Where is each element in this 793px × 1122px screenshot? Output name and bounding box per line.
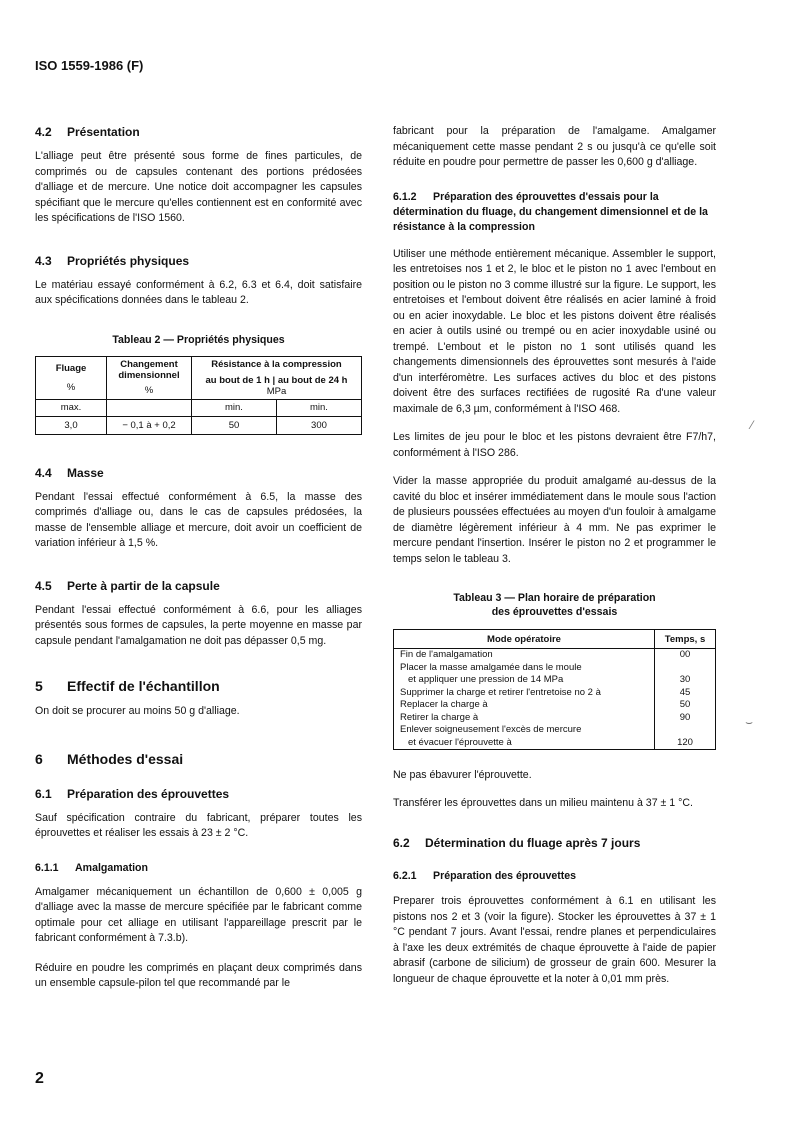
paragraph: Réduire en poudre les comprimés en plaçant deux comprimés dans un ensemble capsule-pilon tel que recommandé par le	[35, 961, 362, 989]
margin-mark: ⌣	[745, 715, 753, 729]
paragraph: Utiliser une méthode entièrement mécanique. Assembler le support, les entretoises nos 1 et 2, le bloc et le piston no 1 avec l'embout en position ou le piston no 3 comme illustré sur la figure. Le support, les entretoises et l'embout doivent être réalisés en acier laminé à froid ou en acier inoxydable. Le bloc et les pistons doivent être réalisés en acier à outils usiné ou trempé ou en acier inoxydable usiné ou trempé. L'embout et le piston no 1 sont utilisés quand les changements dimensionnels des éprouvettes sont mesurés à l'aide d'un interféromètre. Les surfaces actives du bloc et des pistons doivent être des surfaces rectifiées de rugosité Ra d'une valeur maximale de 6,3 µm, conformément à l'ISO 468.	[393, 247, 716, 415]
section-heading: 4.4 Masse	[35, 465, 104, 480]
paragraph: Amalgamer mécaniquement un échantillon de 0,600 ± 0,005 g d'alliage avec la masse de mercure spécifiée par le fabricant comme optimale pour cet alliage en utilisant l'appareillage prescrit par le fabricant conformément à 7.3.b).	[35, 885, 362, 944]
paragraph: Les limites de jeu pour le bloc et les pistons devraient être F7/h7, conformément à l'ISO 286.	[393, 431, 716, 459]
section-heading: 6.1 Préparation des éprouvettes	[35, 786, 230, 801]
table-preparation-schedule: Mode opératoire Temps, s Fin de l'amalgamation 00 Placer la masse amalgamée dans le moule et appliquer une pression de 14 MPa 30 Supprimer la charge et retirer l'entretoise no 2 à 45 Replacer la charge à 50 Retirer la charge à 90 Enlever soigneusement l'excès de mercure et évacuer l'éprouvette à 120	[393, 629, 716, 750]
left-column	[35, 124, 362, 992]
subsection-heading: 6.2.1 Préparation des éprouvettes	[393, 870, 577, 882]
document-header: ISO 1559-1986 (F)	[35, 58, 144, 73]
section-heading: 6.2 Détermination du fluage après 7 jours	[393, 836, 641, 850]
section-heading: 4.3 Propriétés physiques	[35, 253, 190, 268]
table-physical-properties: Fluage % Changement dimensionnel % Résistance à la compression au bout de 1 h | au bout de 24 h MPa max. min. min. 3,0 − 0,1 à + 0,2 50 300	[35, 356, 362, 435]
chapter-heading: 5 Effectif de l'échantillon	[35, 678, 220, 694]
paragraph: Pendant l'essai effectué conformément à 6.5, la masse des comprimés d'alliage ou, dans le cas de capsules prédosées, la masse de l'ensemble alliage et mercure, doit avoir un coefficient de variation inférieur à 1,5 %.	[35, 490, 362, 549]
chapter-heading: 6 Méthodes d'essai	[35, 750, 184, 767]
paragraph: Preparer trois éprouvettes conformément à 6.1 en utilisant les pistons nos 2 et 3 (voir la figure). Stocker les éprouvettes à 37 ± 1 °C pendant 7 jours. Avant l'essai, rendre planes et perpendiculaires à l'axe les deux extrémités de chaque éprouvette à l'aide de papier abrasif (carbone de silicium) de grosseur de grain 600. Mesurer la longueur de chaque éprouvette et la noter à 0,01 mm près.	[393, 895, 716, 985]
paragraph: L'alliage peut être présenté sous forme de fines particules, de comprimés ou de capsules contenant des portions prédosées d'alliage et de mercure. Une notice doit accompagner les capsules spécifiant que le mercure qu'elles contiennent est en conformité avec les spécifications de l'ISO 1560.	[35, 150, 362, 224]
paragraph: On doit se procurer au moins 50 g d'alliage.	[35, 705, 240, 717]
table-title: Tableau 3 — Plan horaire de préparation des éprouvettes d'essais	[453, 592, 656, 618]
paragraph: Vider la masse appropriée du produit amalgamé au-dessus de la cavité du bloc et insérer immédiatement dans le moule sous l'action de plusieurs poussées effectuées au moyen d'un fouloir à amalgame de diamètre légèrement inférieur à 4 mm. Ne pas exprimer le mercure pendant l'insertion. Insérer le piston no 2 et programmer le temps selon le tableau 3.	[393, 475, 716, 565]
paragraph: Sauf spécification contraire du fabricant, préparer toutes les éprouvettes et réaliser les essais à 23 ± 2 °C.	[35, 811, 362, 839]
margin-mark: ⁄	[750, 418, 753, 432]
paragraph: fabricant pour la préparation de l'amalgame. Amalgamer mécaniquement cette masse pendant 2 s ou jusqu'à ce qu'elle soit réduite en poudre pour permettre de passer les 0,600 g d'alliage.	[393, 125, 716, 168]
subsection-heading: 6.1.2 Préparation des éprouvettes d'essais pour la détermination du fluage, du changement dimensionnel et de la résistance à la compression	[393, 190, 708, 233]
subsection-heading: 6.1.1 Amalgamation	[35, 861, 148, 874]
table-title: Tableau 2 — Propriétés physiques	[112, 333, 285, 346]
paragraph: Pendant l'essai effectué conformément à 6.6, pour les alliages présentés sous formes de capsules, la perte moyenne en masse par capsule pendant l'amalgamation ne doit pas dépasser 0,5 mg.	[35, 603, 362, 647]
section-heading: 4.5 Perte à partir de la capsule	[35, 578, 220, 593]
paragraph: Transférer les éprouvettes dans un milieu maintenu à 37 ± 1 °C.	[393, 796, 693, 809]
section-heading: 4.2 Présentation	[35, 125, 140, 139]
page-number: 2	[35, 1070, 44, 1087]
paragraph: Le matériau essayé conformément à 6.2, 6.3 et 6.4, doit satisfaire aux spécifications données dans le tableau 2.	[35, 278, 362, 306]
paragraph: Ne pas ébavurer l'éprouvette.	[393, 769, 532, 781]
right-column	[393, 124, 716, 987]
